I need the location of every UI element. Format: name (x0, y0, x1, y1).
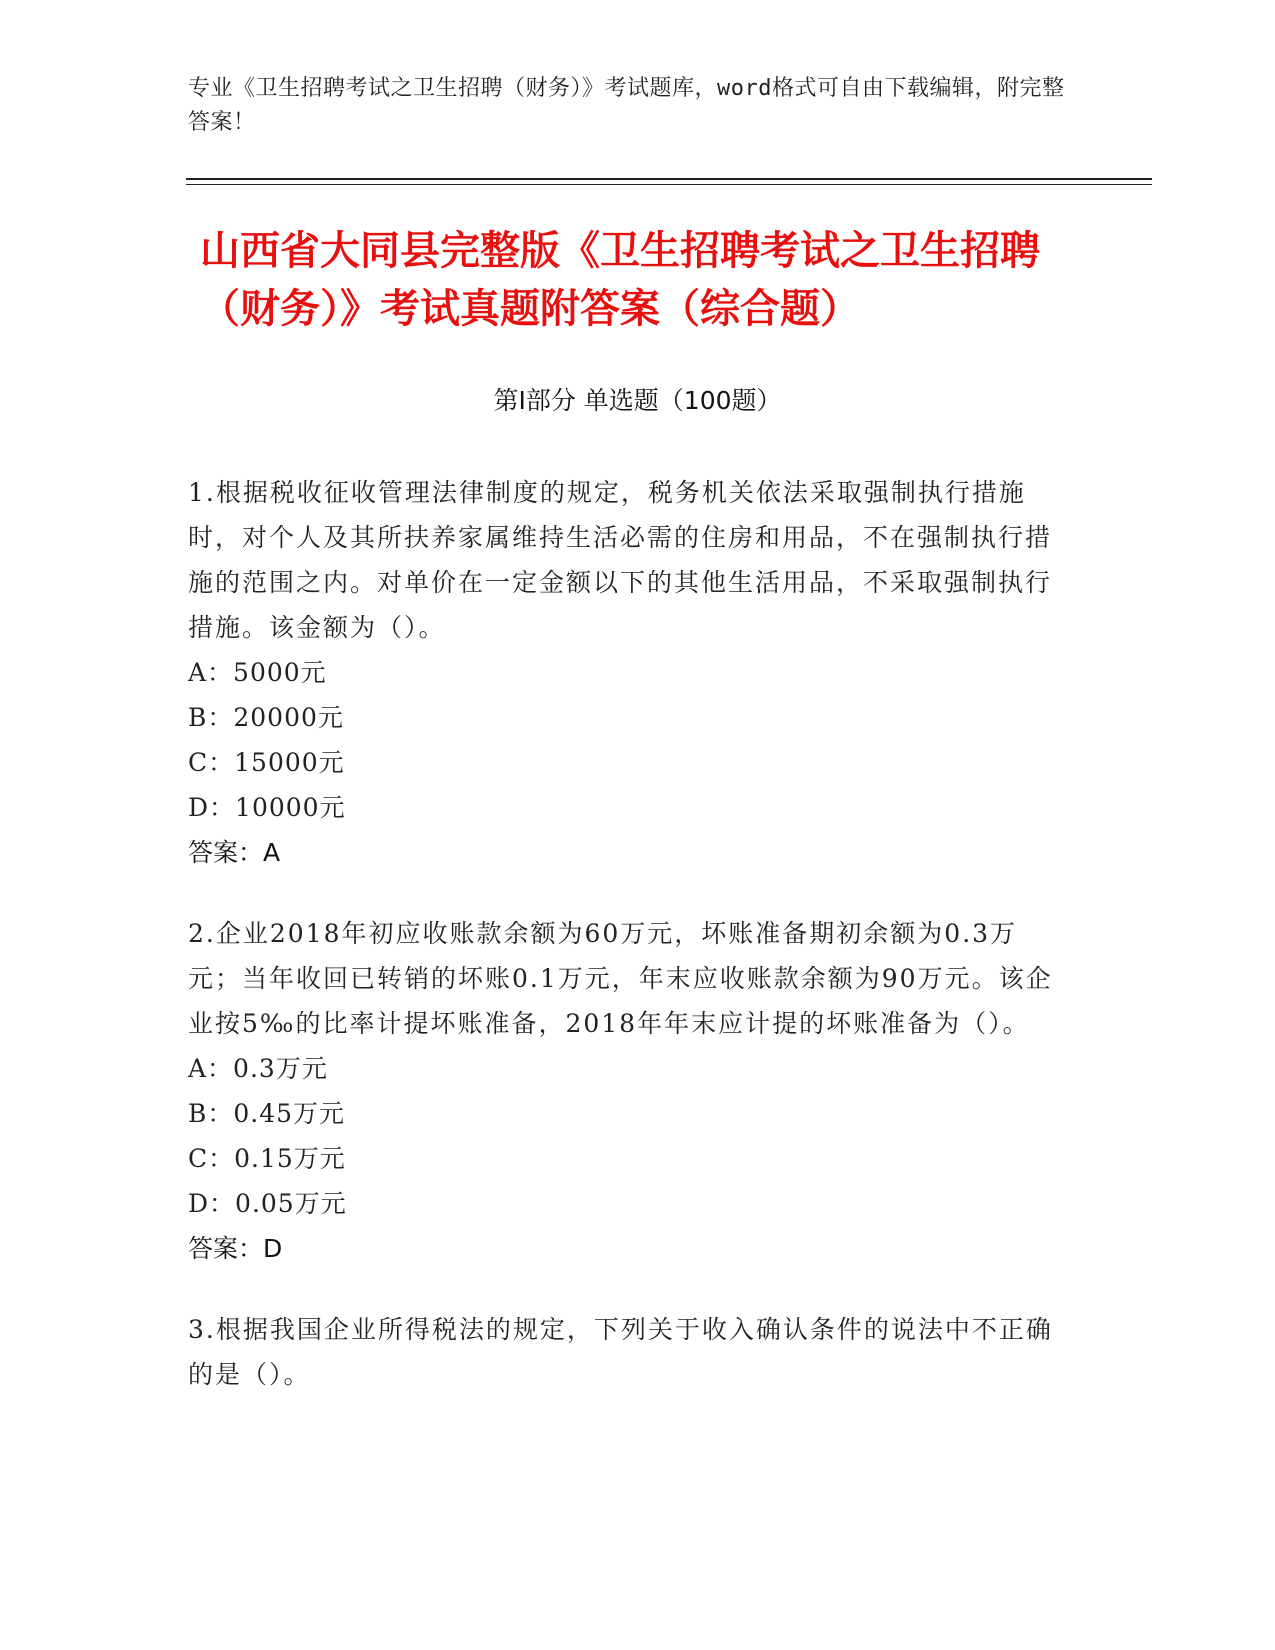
answer: 答案：A (188, 838, 281, 867)
question-3 (188, 1307, 1068, 1397)
question-list (188, 470, 1068, 1433)
option-b: B：20000元 (188, 703, 344, 732)
question-stem: 2.企业2018年初应收账款余额为60万元，坏账准备期初余额为0.3万元；当年收回已转销的坏账0.1万元，年末应收账款余额为90万元。该企业按5‰的比率计提坏账准备，2018年年末应计提的坏账准备为（）。 (188, 919, 1053, 1038)
header-divider-thin (186, 184, 1152, 185)
question-1 (188, 470, 1068, 875)
option-d: D：0.05万元 (188, 1189, 347, 1218)
option-a: A：0.3万元 (188, 1054, 328, 1083)
question-stem: 1.根据税收征收管理法律制度的规定，税务机关依法采取强制执行措施时，对个人及其所扶养家属维持生活必需的住房和用品，不在强制执行措施的范围之内。对单价在一定金额以下的其他生活用品，不采取强制执行措施。该金额为（）。 (188, 478, 1053, 642)
question-2 (188, 911, 1068, 1271)
answer: 答案：D (188, 1234, 283, 1263)
header-divider (186, 178, 1152, 180)
option-d: D：10000元 (188, 793, 346, 822)
option-a: A：5000元 (188, 658, 327, 687)
header-note: 专业《卫生招聘考试之卫生招聘（财务）》考试题库，word格式可自由下载编辑，附完整答案！ (188, 76, 1065, 135)
option-c: C：15000元 (188, 748, 345, 777)
question-stem: 3.根据我国企业所得税法的规定，下列关于收入确认条件的说法中不正确的是（）。 (188, 1315, 1053, 1389)
section-title: 第Ⅰ部分 单选题（100题） (493, 386, 782, 415)
option-c: C：0.15万元 (188, 1144, 346, 1173)
document-title: 山西省大同县完整版《卫生招聘考试之卫生招聘（财务）》考试真题附答案（综合题） (200, 228, 1040, 332)
option-b: B：0.45万元 (188, 1099, 346, 1128)
